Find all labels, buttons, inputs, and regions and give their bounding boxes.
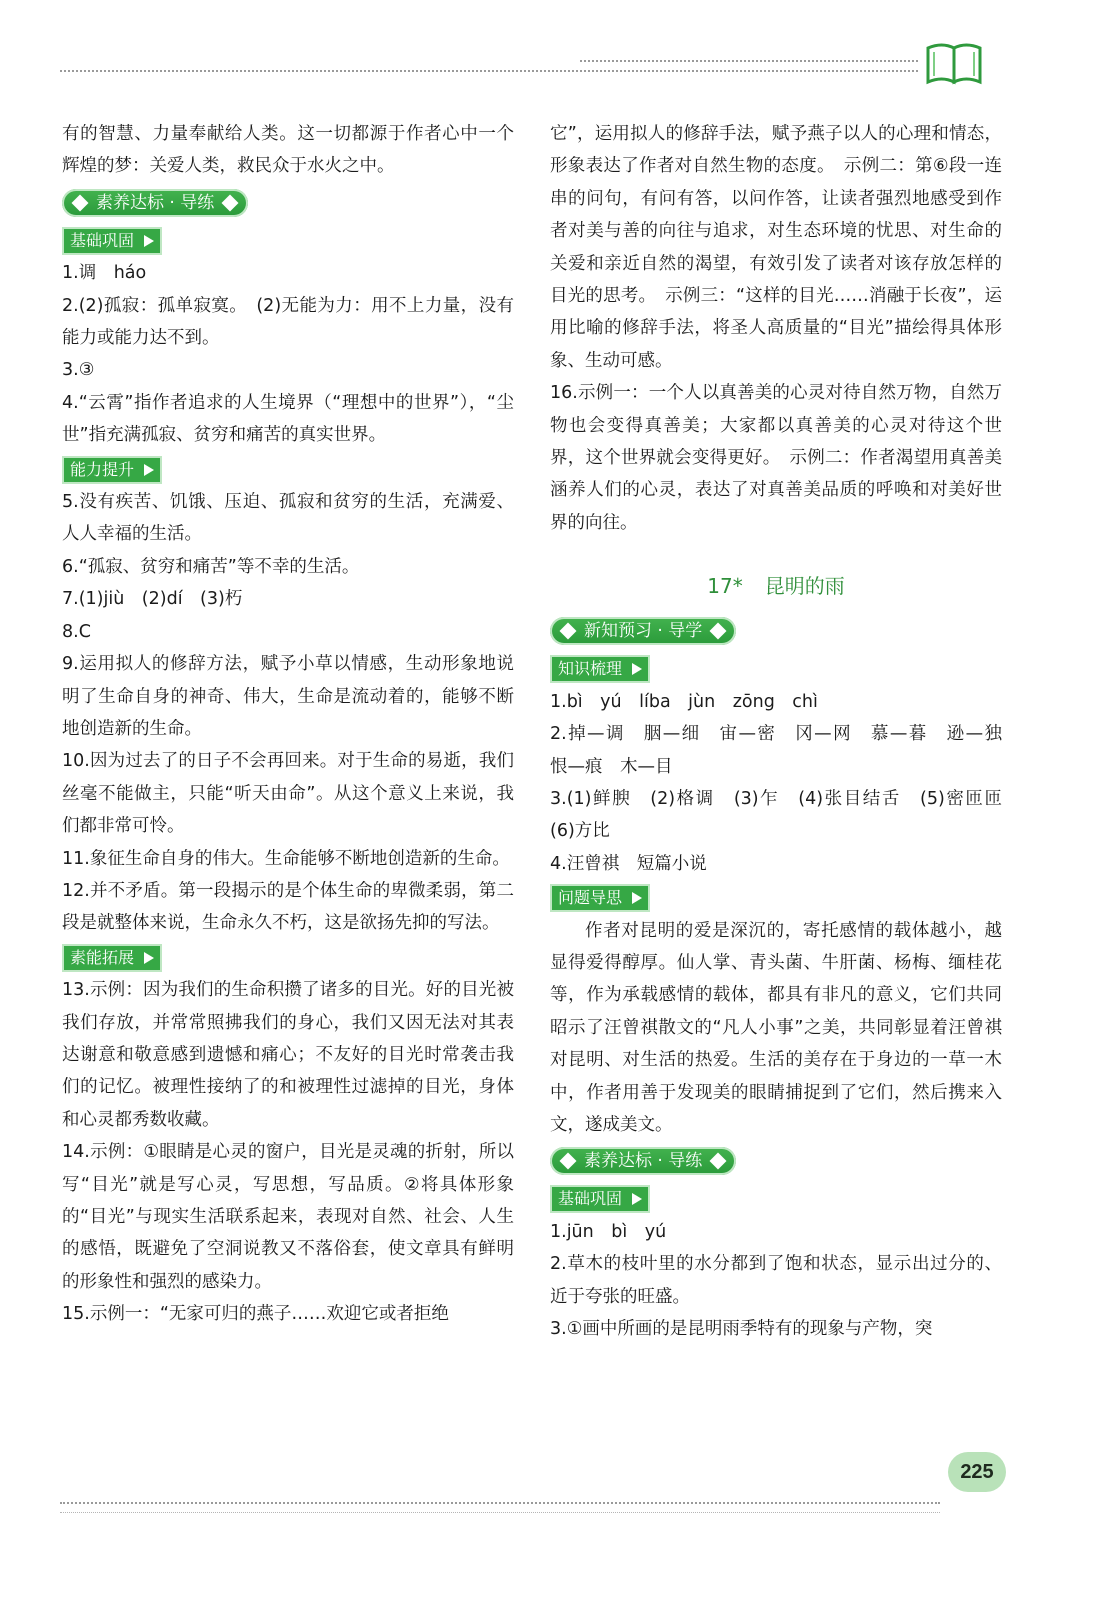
right-intro: 它”，运用拟人的修辞手法，赋予燕子以人的心理和情态，形象表达了作者对自然生物的态度。 示例二：第⑥段一连串的问句，有问有答，以问作答，让读者强烈地感受到作者对美与善的向往与追求，对生态环境的忧思、对生命的关爱和亲近自然的渴望，有效引发了读者对该存放怎样的目光的思考。 示例三：“这样的目光……消融于长夜”，运用比喻的修辞手法，将圣人高质量的“目光”描绘得具体形象、生动可感。	[550, 124, 1002, 371]
answer-item: 6.“孤寂、贫穷和痛苦”等不幸的生活。	[62, 556, 360, 577]
triangle-right-icon	[632, 892, 642, 904]
tag-label: 素能拓展	[70, 947, 135, 967]
lesson-title	[550, 569, 1002, 603]
answer-item: 14.示例：①眼睛是心灵的窗户，目光是灵魂的折射，所以写“目光”就是写心灵，写思想，写品质。②将具体形象的“目光”与现实生活联系起来，表现对自然、社会、人生的感悟，既避免了空洞说教又不落俗套，使文章具有鲜明的形象性和强烈的感染力。	[62, 1142, 514, 1292]
answer-item: 13.示例：因为我们的生命积攒了诸多的目光。好的目光被我们存放，并常常照拂我们的身心，我们又因无法对其表达谢意和敬意感到遗憾和痛心；不友好的目光时常袭击我们的记忆。被理性接纳了的和被理性过滤掉的目光，身体和心灵都秀数收藏。	[62, 980, 514, 1130]
answer-item: 16.示例一：一个人以真善美的心灵对待自然万物，自然万物也会变得真善美；大家都以真善美的心灵对待这个世界，这个世界就会变得更好。 示例二：作者渴望用真善美涵养人们的心灵，表达了对真善美品质的呼唤和对美好世界的向往。	[550, 383, 1002, 533]
tag-ability	[62, 456, 162, 484]
header-dotted-rule-upper	[580, 60, 918, 62]
tag-label: 知识梳理	[558, 659, 623, 679]
diamond-icon	[72, 194, 89, 211]
answer-item: 3.①画中所画的是昆明雨季特有的现象与产物，突	[550, 1319, 933, 1339]
diamond-icon	[560, 1153, 577, 1170]
section-basic	[62, 223, 514, 452]
footer-dotted-rule	[60, 1502, 940, 1504]
answer-item: 9.运用拟人的修辞方法，赋予小草以情感，生动形象地说明了生命自身的神奇、伟大，生命是流动着的，能够不断地创造新的生命。	[62, 654, 514, 739]
banner-label: 新知预习 · 导学	[584, 621, 703, 642]
tag-label: 基础巩固	[70, 230, 135, 250]
answer-item: 12.并不矛盾。第一段揭示的是个体生命的卑微柔弱，第二段是就整体来说，生命永久不朽，这是欲扬先抑的写法。	[62, 880, 514, 934]
right-column	[550, 118, 1020, 1345]
banner-label: 素养达标 · 导练	[584, 1151, 703, 1172]
answer-item: 4.汪曾祺 短篇小说	[550, 853, 707, 874]
tag-knowledge	[550, 655, 650, 683]
section-banner-practice-2	[550, 1147, 736, 1175]
section-basic-2	[550, 1181, 1002, 1345]
answer-item: 2.掉—调 胭—细 宙—密 冈—网 慕—暮 逊—独 恨—痕 木—目	[550, 724, 1020, 777]
answer-item: 1.jūn bì yú	[550, 1221, 667, 1242]
page-number: 225	[948, 1452, 1006, 1492]
section-banner-preview	[550, 617, 736, 645]
diamond-icon	[222, 194, 239, 211]
answer-item: 4.“云霄”指作者追求的人生境界（“理想中的世界”），“尘世”指充满孤寂、贫穷和痛苦的真实世界。	[62, 392, 514, 446]
section-banner-practice	[62, 189, 248, 217]
answer-item: 15.示例一：“无家可归的燕子……欢迎它或者拒绝	[62, 1304, 449, 1325]
tag-extension	[62, 944, 162, 972]
left-column	[62, 118, 514, 1331]
section-extension	[62, 940, 514, 1331]
triangle-right-icon	[632, 663, 642, 675]
section-ability	[62, 452, 514, 940]
lesson-name: 昆明的雨	[764, 574, 845, 599]
section-knowledge	[550, 651, 1020, 880]
section-question	[550, 880, 1002, 1141]
tag-question	[550, 884, 650, 912]
question-paragraph: 作者对昆明的爱是深沉的，寄托感情的载体越小，越显得爱得醇厚。仙人掌、青头菌、牛肝菌、杨梅、缅桂花等，作为承载感情的载体，都具有非凡的意义，它们共同昭示了汪曾祺散文的“凡人小事”之美，共同彰显着汪曾祺对昆明、对生活的热爱。生活的美存在于身边的一草一木中，作者用善于发现美的眼睛捕捉到了它们，然后携来入文，遂成美文。	[550, 920, 1002, 1135]
footer-dotted-rule-lower	[60, 1512, 940, 1513]
triangle-right-icon	[144, 464, 154, 476]
banner-label: 素养达标 · 导练	[96, 192, 215, 213]
answer-item: 7.(1)jiù (2)dí (3)朽	[62, 589, 243, 610]
diamond-icon	[710, 623, 727, 640]
answer-item: 3.(1)鲜腴 (2)格调 (3)乍 (4)张目结舌 (5)密匝匝 (6)方比	[550, 788, 1020, 842]
answer-item: 8.C	[62, 621, 91, 642]
tag-label: 基础巩固	[558, 1189, 623, 1209]
lesson-number: 17*	[707, 574, 743, 599]
answer-item: 11.象征生命自身的伟大。生命能够不断地创造新的生命。	[62, 848, 510, 869]
answer-item: 2.草木的枝叶里的水分都到了饱和状态，显示出过分的、近于夸张的旺盛。	[550, 1254, 1002, 1307]
left-intro: 有的智慧、力量奉献给人类。这一切都源于作者心中一个辉煌的梦：关爱人类，救民众于水火之中。	[62, 124, 514, 177]
diamond-icon	[710, 1153, 727, 1170]
tag-basic	[62, 227, 162, 255]
open-book-icon	[924, 38, 984, 86]
triangle-right-icon	[144, 235, 154, 247]
triangle-right-icon	[632, 1193, 642, 1205]
answer-item: 2.(2)孤寂：孤单寂寞。 (2)无能为力：用不上力量，没有能力或能力达不到。	[62, 295, 514, 349]
tag-basic-2	[550, 1185, 650, 1213]
header-dotted-rule	[60, 70, 918, 72]
answer-item: 3.③	[62, 360, 95, 381]
answer-item: 5.没有疾苦、饥饿、压迫、孤寂和贫穷的生活，充满爱、人人幸福的生活。	[62, 492, 514, 545]
answer-item: 10.因为过去了的日子不会再回来。对于生命的易逝，我们丝毫不能做主，只能“听天由命”。从这个意义上来说，我们都非常可怜。	[62, 751, 514, 837]
answer-item: 1.bì yú líba jùn zōng chì	[550, 691, 818, 712]
triangle-right-icon	[144, 952, 154, 964]
tag-label: 问题导思	[558, 888, 623, 908]
answer-item: 1.调 háo	[62, 263, 147, 284]
diamond-icon	[560, 623, 577, 640]
tag-label: 能力提升	[70, 459, 135, 479]
